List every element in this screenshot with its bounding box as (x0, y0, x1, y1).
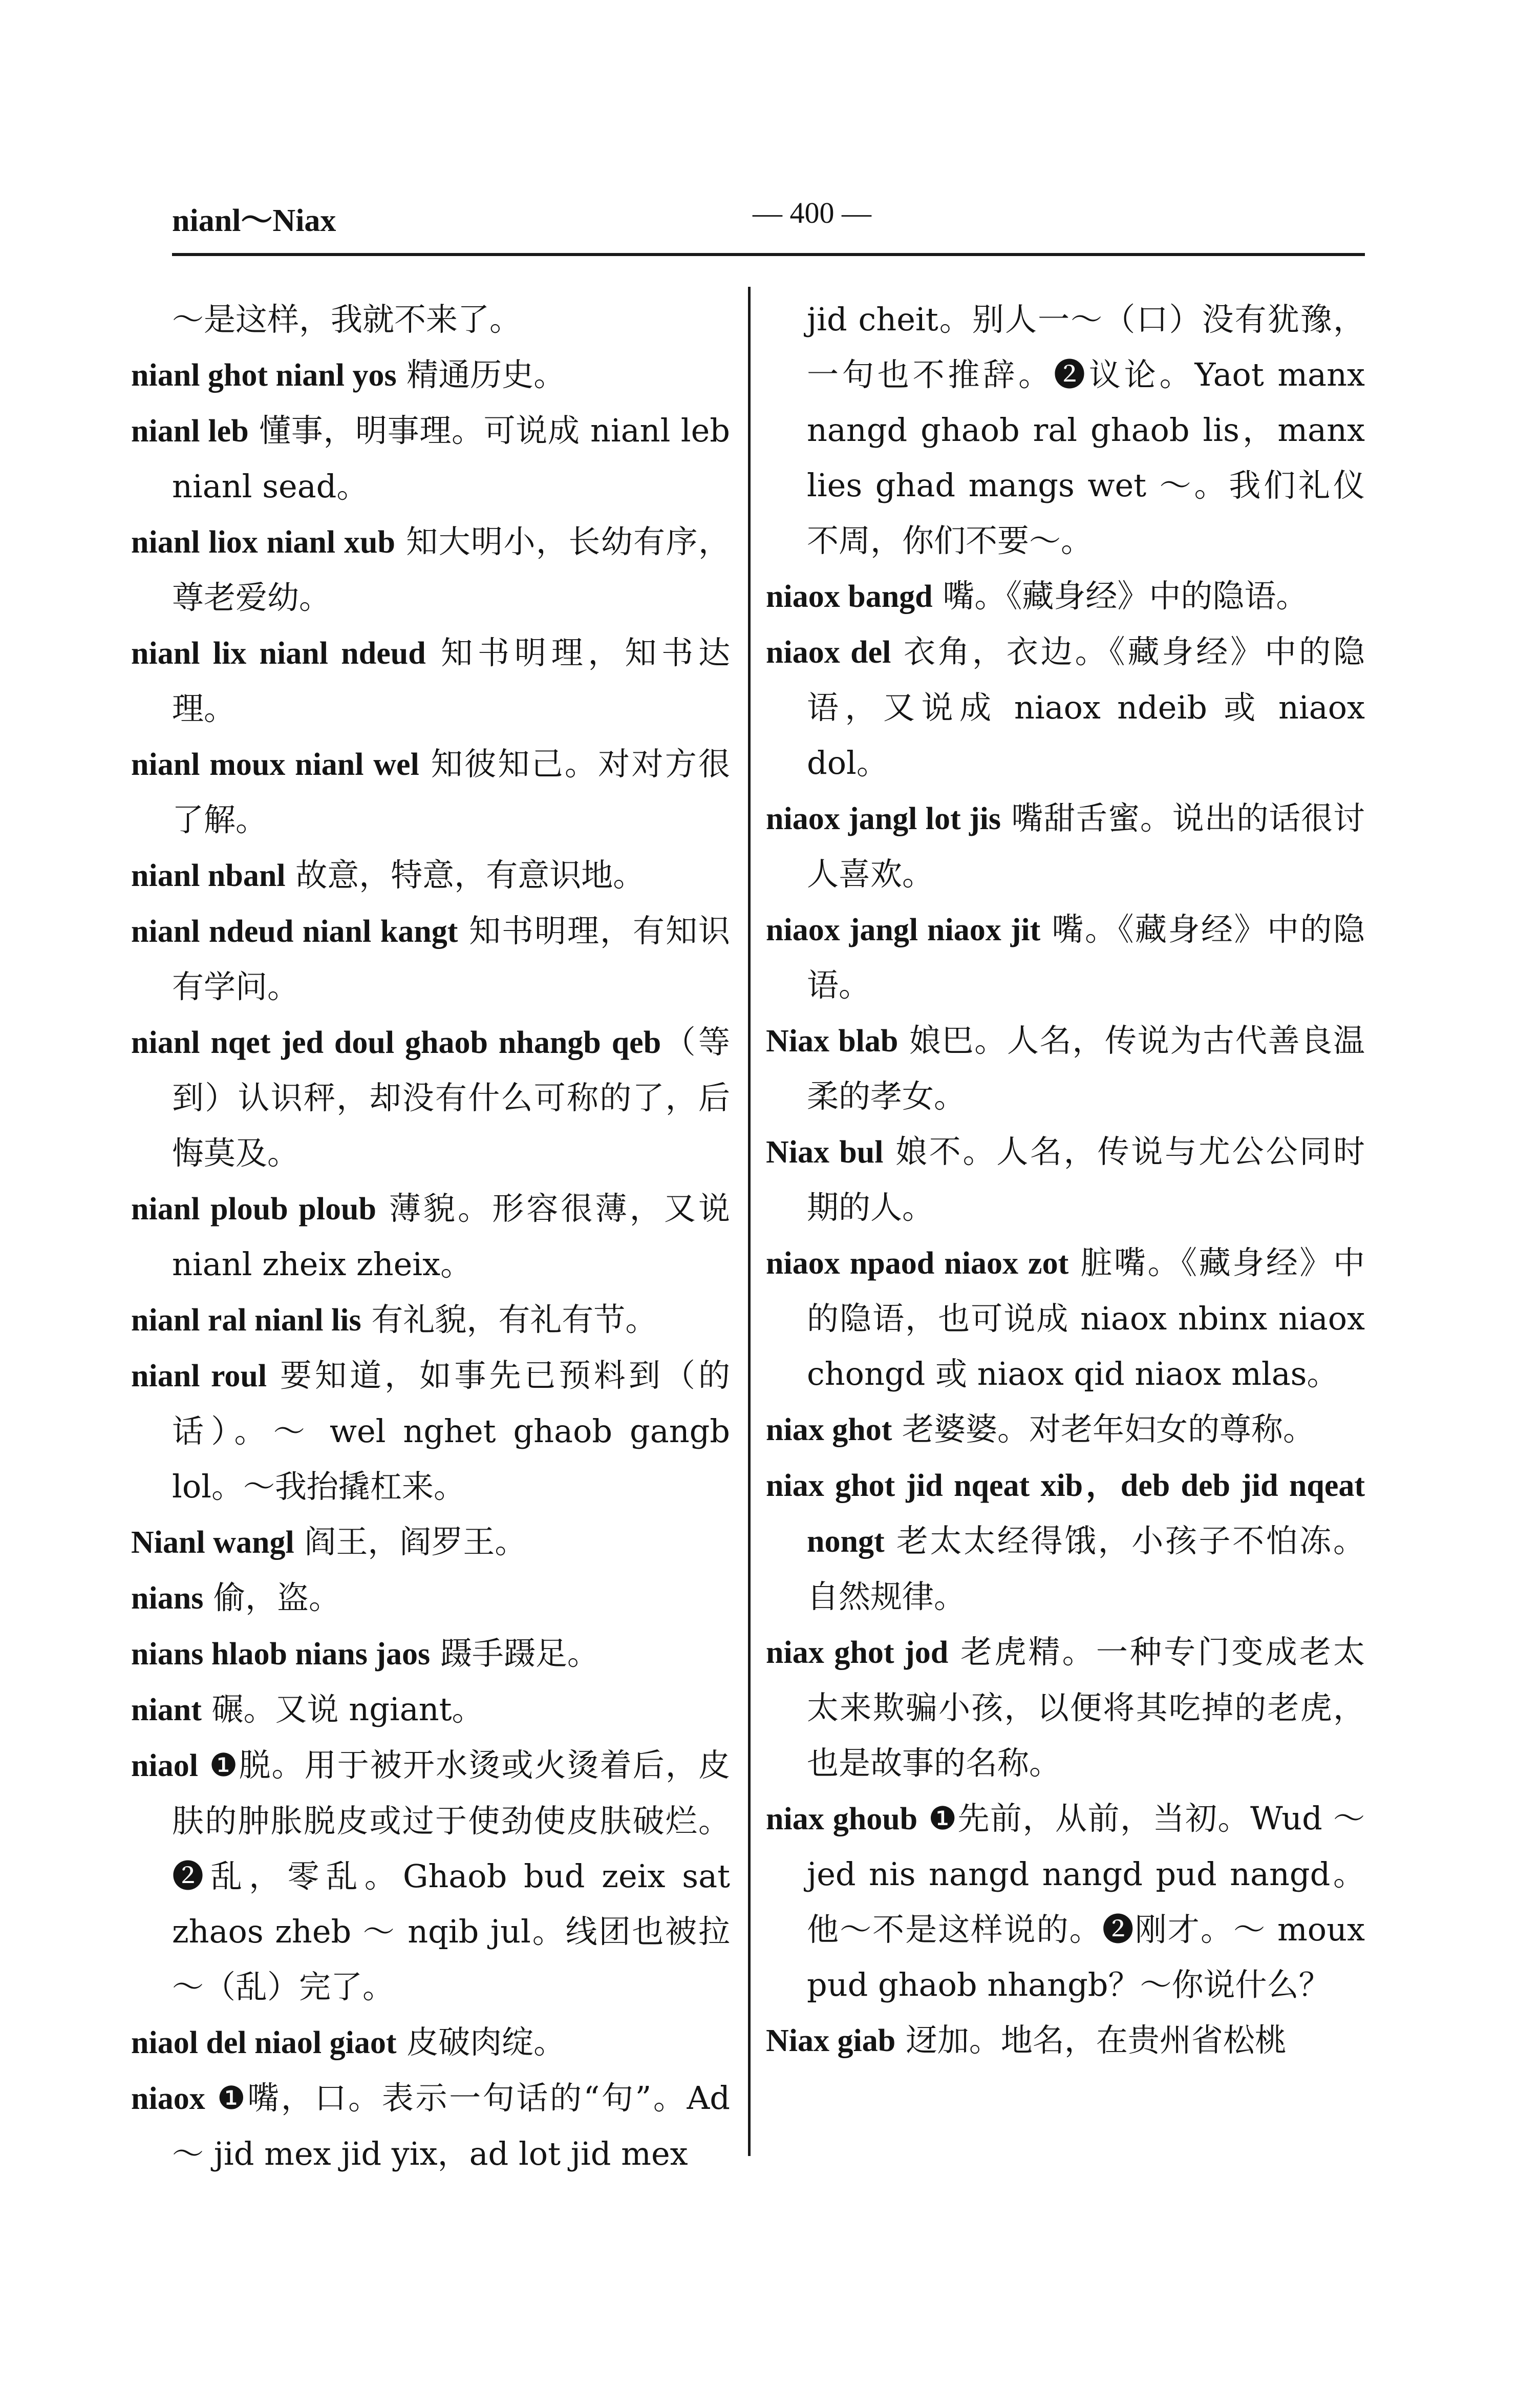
entry-definition: 脏嘴。《藏身经》中的隐语，也可说成 niaox nbinx niaox chongd 或 niaox qid niaox mlas。 (807, 1244, 1365, 1392)
entry-headword: nianl ghot nianl yos (131, 358, 397, 393)
dictionary-entry (131, 903, 730, 1015)
entry-headword: nianl moux nianl wel (131, 747, 419, 782)
entry-headword: nianl ploub ploub (131, 1192, 377, 1227)
entry-definition: 知书明理，知书达理。 (172, 634, 730, 727)
dictionary-entry (766, 1013, 1365, 1124)
entry-definition: 碾。又说 ngiant。 (201, 1690, 484, 1728)
entry-definition: ❶先前，从前，当初。Wud ～ jed nis nangd nangd pud nangd。他～不是这样说的。❷刚才。～ moux pud ghaob nhangb？～你说什么？ (807, 1800, 1365, 2003)
entry-headword: Nianl wangl (131, 1525, 294, 1560)
dictionary-entry (766, 791, 1365, 902)
running-head: nianl～Niax (172, 203, 336, 238)
entry-definition: ～是这样，我就不来了。 (172, 301, 522, 338)
dictionary-entry (131, 1292, 730, 1348)
entry-headword: Niax bul (766, 1135, 884, 1170)
entry-definition: 懂事，明事理。可说成 nianl leb nianl sead。 (172, 412, 730, 505)
entry-definition: 知彼知己。对对方很了解。 (172, 745, 730, 838)
entry-definition: ❶嘴，口。表示一句话的“句”。Ad ～ jid mex jid yix，ad lot jid mex (172, 2079, 730, 2172)
dictionary-entry (131, 1015, 730, 1181)
entry-headword: nianl ndeud nianl kangt (131, 914, 458, 949)
right-column (766, 292, 1365, 2068)
dictionary-entry (131, 1181, 730, 1292)
dictionary-entry (131, 625, 730, 736)
dictionary-entry (131, 2015, 730, 2070)
entry-definition: 阎王，阎罗王。 (294, 1523, 527, 1560)
entry-definition: 衣角，衣边。《藏身经》中的隐语，又说成 niaox ndeib 或 niaox dol。 (807, 633, 1365, 781)
entry-definition: 皮破肉绽。 (396, 2023, 566, 2061)
entry-definition: 蹑手蹑足。 (430, 1635, 599, 1672)
dictionary-entry (131, 514, 730, 625)
entry-definition: 故意，特意，有意识地。 (285, 856, 645, 894)
entry-definition: 迓加。地名，在贵州省松桃 (895, 2021, 1287, 2059)
entry-headword: Niax giab (766, 2023, 896, 2058)
dictionary-entry (766, 624, 1365, 791)
entry-definition: jid cheit。别人一～（口）没有犹豫，一句也不推辞。❷议论。Yaot manx nangd ghaob ral ghaob lis，manx lies ghad mangs wet ～。我们礼仪不周，你们不要～。 (807, 301, 1365, 559)
dictionary-entry (131, 1514, 730, 1570)
entry-headword: niaox (131, 2081, 205, 2116)
dictionary-entry (766, 1235, 1365, 1402)
header-rule (172, 253, 1365, 256)
dictionary-entry (131, 736, 730, 848)
entry-headword: nians hlaob nians jaos (131, 1637, 431, 1672)
dictionary-entry (131, 1626, 730, 1682)
entry-headword: Niax blab (766, 1024, 899, 1059)
dictionary-entry (131, 848, 730, 903)
entry-definition: ❶脱。用于被开水烫或火烫着后，皮肤的肿胀脱皮或过于使劲使皮肤破烂。❷乱，零乱。Ghaob bud zeix sat zhaos zheb ～ nqib jul。线团也被拉～（乱）完了。 (172, 1746, 730, 2005)
entry-headword: nians (131, 1581, 204, 1616)
dictionary-entry (766, 902, 1365, 1013)
left-column (131, 292, 730, 2182)
dictionary-entry (766, 1124, 1365, 1235)
entry-definition: 嘴。《藏身经》中的隐语。 (932, 577, 1308, 615)
entry-definition: 老婆婆。对老年妇女的尊称。 (892, 1410, 1315, 1448)
entry-definition: 要知道，如事先已预料到（的话）。～ wel nghet ghaob gangb lol。～我抬撬杠来。 (172, 1357, 730, 1505)
dictionary-entry (766, 1457, 1365, 1624)
dictionary-entry (131, 1738, 730, 2015)
page-number: — 400 — (753, 196, 871, 229)
entry-headword: niaox npaod niaox zot (766, 1246, 1069, 1281)
entry-definition: 知书明理，有知识有学问。 (172, 912, 730, 1005)
dictionary-entry (131, 1348, 730, 1514)
entry-definition: 偷，盗。 (203, 1579, 341, 1616)
entry-definition: 知大明小，长幼有序，尊老爱幼。 (172, 523, 730, 616)
entry-definition: 娘巴。人名，传说为古代善良温柔的孝女。 (807, 1022, 1365, 1115)
page-header (172, 184, 1365, 246)
entry-continuation (131, 292, 730, 347)
entry-headword: niaol (131, 1748, 198, 1783)
entry-headword: niax ghot (766, 1412, 892, 1447)
entry-headword: nianl ral nianl lis (131, 1303, 361, 1338)
entry-headword: niant (131, 1693, 202, 1727)
entry-definition: 嘴。《藏身经》中的隐语。 (807, 911, 1365, 1004)
entry-definition: （等到）认识秤，却没有什么可称的了，后悔莫及。 (172, 1023, 730, 1172)
dictionary-entry (766, 1791, 1365, 2013)
dictionary-entry (131, 1682, 730, 1738)
entry-definition: 嘴甜舌蜜。说出的话很讨人喜欢。 (807, 799, 1365, 893)
entry-headword: nianl nbanl (131, 858, 286, 893)
entry-headword: nianl liox nianl xub (131, 525, 396, 560)
dictionary-entry (766, 568, 1365, 624)
entry-continuation (766, 292, 1365, 568)
dictionary-entry (766, 2013, 1365, 2068)
dictionary-entry (131, 2070, 730, 2182)
entry-definition: 老太太经得饿，小孩子不怕冻。自然规律。 (807, 1522, 1365, 1615)
entry-headword: niax ghoub (766, 1802, 918, 1836)
entry-definition: 老虎精。一种专门变成老太太来欺骗小孩，以便将其吃掉的老虎，也是故事的名称。 (807, 1633, 1365, 1782)
dictionary-entry (131, 347, 730, 403)
entry-headword: niaol del niaol giaot (131, 2025, 397, 2060)
entry-definition: 娘不。人名，传说与尤公公同时期的人。 (807, 1133, 1365, 1226)
entry-headword: niax ghot jod (766, 1635, 949, 1670)
entry-definition: 薄貌。形容很薄，又说 nianl zheix zheix。 (172, 1190, 730, 1283)
entry-headword: nianl lix nianl ndeud (131, 636, 426, 671)
dictionary-entry (766, 1402, 1365, 1457)
entry-definition: 精通历史。 (396, 356, 566, 393)
entry-definition: 有礼貌，有礼有节。 (361, 1301, 657, 1338)
entry-headword: niaox bangd (766, 579, 933, 614)
entry-headword: niaox del (766, 635, 891, 670)
entry-headword: niax ghot jid nqeat xib，deb deb jid nqeat nongt (766, 1468, 1365, 1559)
column-divider (748, 287, 751, 2156)
entry-headword: nianl leb (131, 414, 249, 449)
entry-headword: niaox jangl lot jis (766, 801, 1001, 836)
entry-headword: nianl roul (131, 1359, 267, 1393)
dictionary-entry (131, 403, 730, 514)
dictionary-entry (766, 1624, 1365, 1791)
entry-headword: niaox jangl niaox jit (766, 913, 1041, 947)
dictionary-entry (131, 1570, 730, 1626)
entry-headword: nianl nqet jed doul ghaob nhangb qeb (131, 1025, 661, 1060)
